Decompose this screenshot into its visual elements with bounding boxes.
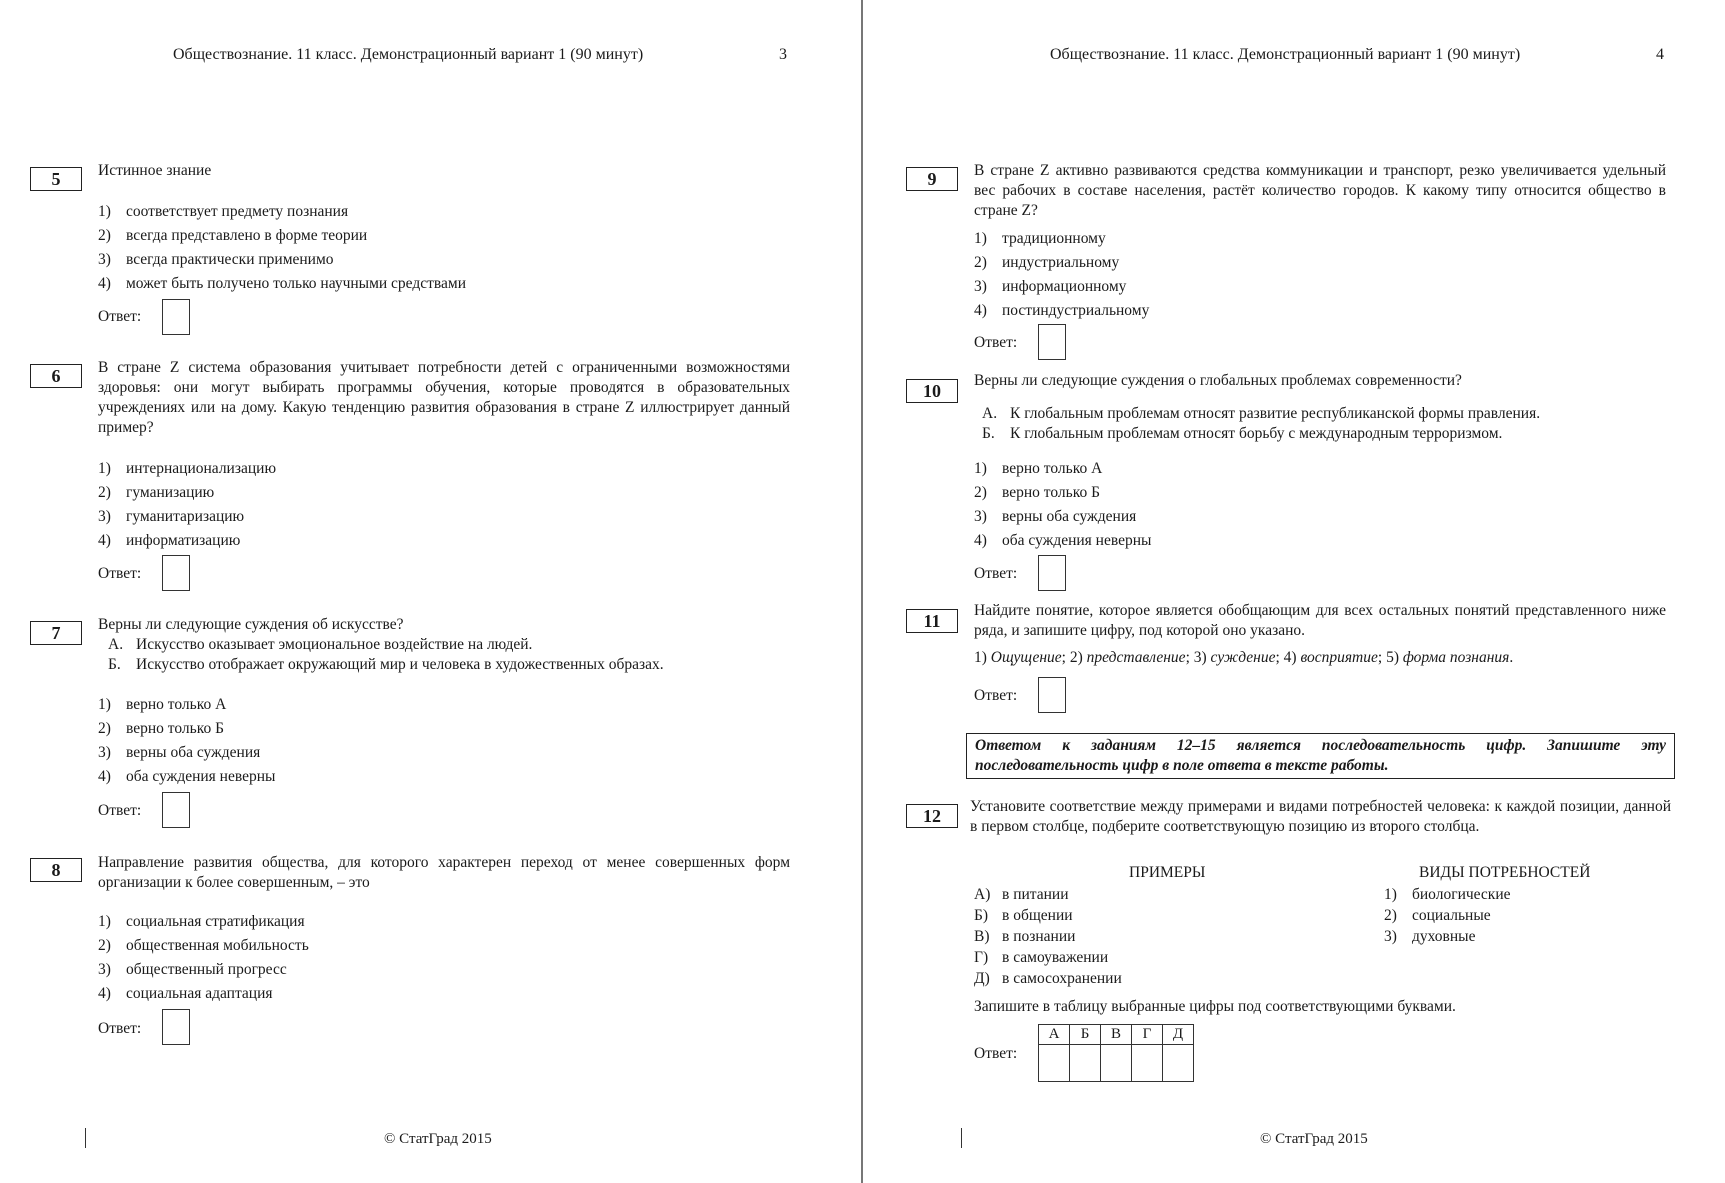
answer-option: 1) интернационализацию: [98, 460, 277, 477]
answer-cell[interactable]: [1070, 1045, 1101, 1082]
page-footer: © СтатГрад 2015: [384, 1131, 492, 1147]
answer-box[interactable]: [1038, 677, 1066, 713]
answer-option: 4) оба суждения неверны: [98, 768, 276, 785]
answer-box[interactable]: [1038, 324, 1066, 360]
answer-option: 3) верны оба суждения: [974, 508, 1137, 525]
answer-option: 3) гуманитаризацию: [98, 508, 245, 525]
answer-option: 2) гуманизацию: [98, 484, 215, 501]
answer-label: Ответ:: [974, 565, 1018, 582]
question-text: Истинное знание: [98, 162, 212, 179]
answer-option: 1) традиционному: [974, 230, 1106, 247]
answer-option: 1) соответствует предмету познания: [98, 203, 349, 220]
question-number: 9: [906, 167, 958, 191]
answer-cell[interactable]: [1039, 1045, 1070, 1082]
table-letter: Д: [1163, 1025, 1194, 1045]
example-item: А) в питании: [974, 886, 1069, 903]
answer-label: Ответ:: [98, 802, 142, 819]
table-letter: Б: [1070, 1025, 1101, 1045]
answer-label: Ответ:: [98, 565, 142, 582]
answer-label: Ответ:: [974, 687, 1018, 704]
column-header-types: ВИДЫ ПОТРЕБНОСТЕЙ: [1419, 864, 1591, 881]
answer-option: 4) постиндустриальному: [974, 302, 1150, 319]
column-header-examples: ПРИМЕРЫ: [1129, 864, 1206, 881]
type-item: 1) биологические: [1384, 886, 1511, 903]
statement: Б. К глобальным проблемам относят борьбу с международным терроризмом.: [982, 425, 1503, 442]
page-header: Обществознание. 11 класс. Демонстрационный вариант 1 (90 минут): [1050, 46, 1521, 63]
answer-option: 3) общественный прогресс: [98, 961, 287, 978]
answer-option: 1) социальная стратификация: [98, 913, 305, 930]
answer-option: 3) информационному: [974, 278, 1127, 295]
answer-option: 4) может быть получено только научными средствами: [98, 275, 466, 292]
example-item: В) в познании: [974, 928, 1076, 945]
question-text: Верны ли следующие суждения о глобальных проблемах современности?: [974, 372, 1462, 389]
statement: А. К глобальным проблемам относят развитие республиканской формы правления.: [982, 405, 1541, 422]
example-item: Г) в самоуважении: [974, 949, 1109, 966]
page-header: Обществознание. 11 класс. Демонстрационный вариант 1 (90 минут): [173, 46, 644, 63]
question-text: Установите соответствие между примерами и видами потребностей человека: к каждой позиции, данной в первом столбце, подберите соответствующую позицию из второго столбца.: [970, 798, 1671, 835]
question-number: 5: [30, 167, 82, 191]
question-text: В стране Z система образования учитывает потребности детей с ограниченными возможностями здоровья: они могут выбирать программы обучения, которые проводятся в образовательных учреждениях или на дому. Какую тенденцию развития образования в стране Z иллюстрирует данный пример?: [98, 359, 790, 436]
answer-option: 4) оба суждения неверны: [974, 532, 1152, 549]
answer-option: 2) всегда представлено в форме теории: [98, 227, 368, 244]
table-instruction: Запишите в таблицу выбранные цифры под соответствующими буквами.: [974, 998, 1456, 1015]
page-number: 4: [1656, 46, 1664, 63]
answer-option: 2) общественная мобильность: [98, 937, 309, 954]
type-item: 2) социальные: [1384, 907, 1491, 924]
answer-label: Ответ:: [974, 1045, 1018, 1062]
answer-label: Ответ:: [98, 308, 142, 325]
statement: Б. Искусство отображает окружающий мир и человека в художественных образах.: [108, 656, 664, 673]
answer-table: [1038, 1024, 1194, 1082]
question-number: 8: [30, 858, 82, 882]
answer-box[interactable]: [162, 792, 190, 828]
page-number: 3: [779, 46, 787, 63]
example-item: Д) в самосохранении: [974, 970, 1122, 987]
question-text: Найдите понятие, которое является обобщающим для всех остальных понятий представленного ниже ряда, и запишите цифру, под которой оно указано.: [974, 602, 1666, 639]
answer-option: 1) верно только А: [974, 460, 1103, 477]
question-number: 6: [30, 364, 82, 388]
answer-label: Ответ:: [974, 334, 1018, 351]
answer-option: 1) верно только А: [98, 696, 227, 713]
page-footer: © СтатГрад 2015: [1260, 1131, 1368, 1147]
answer-option: 2) верно только Б: [98, 720, 224, 737]
answer-label: Ответ:: [98, 1020, 142, 1037]
answer-cell[interactable]: [1101, 1045, 1132, 1082]
instruction-notice: Ответом к заданиям 12–15 является последовательность цифр. Запишите эту последовательность цифр в поле ответа в тексте работы.: [966, 733, 1675, 779]
right-page: [862, 0, 1725, 1183]
answer-option: 4) информатизацию: [98, 532, 241, 549]
type-item: 3) духовные: [1384, 928, 1476, 945]
question-number: 7: [30, 621, 82, 645]
answer-option: 4) социальная адаптация: [98, 985, 273, 1002]
question-number: 10: [906, 379, 958, 403]
answer-box[interactable]: [162, 555, 190, 591]
table-letter: А: [1039, 1025, 1070, 1045]
answer-option: 2) верно только Б: [974, 484, 1100, 501]
concept-series: 1) Ощущение; 2) представление; 3) суждение; 4) восприятие; 5) форма познания.: [974, 649, 1514, 666]
footer-rule: [85, 1128, 86, 1148]
answer-option: 2) индустриальному: [974, 254, 1120, 271]
footer-rule: [961, 1128, 962, 1148]
question-number: 12: [906, 804, 958, 828]
answer-cell[interactable]: [1132, 1045, 1163, 1082]
answer-box[interactable]: [162, 1009, 190, 1045]
table-letter: В: [1101, 1025, 1132, 1045]
example-item: Б) в общении: [974, 907, 1073, 924]
question-text: Верны ли следующие суждения об искусстве?: [98, 616, 404, 633]
statement: А. Искусство оказывает эмоциональное воздействие на людей.: [108, 636, 533, 653]
answer-cell[interactable]: [1163, 1045, 1194, 1082]
question-number: 11: [906, 609, 958, 633]
answer-option: 3) всегда практически применимо: [98, 251, 334, 268]
answer-box[interactable]: [1038, 555, 1066, 591]
question-text: В стране Z активно развиваются средства коммуникации и транспорт, резко увеличивается удельный вес рабочих в составе населения, растёт количество городов. К какому типу относится общество в стране Z?: [974, 162, 1666, 219]
left-page: [0, 0, 862, 1183]
answer-box[interactable]: [162, 299, 190, 335]
question-text: Направление развития общества, для которого характерен переход от менее совершенных форм организации к более совершенным, – это: [98, 854, 790, 891]
table-letter: Г: [1132, 1025, 1163, 1045]
answer-option: 3) верны оба суждения: [98, 744, 261, 761]
